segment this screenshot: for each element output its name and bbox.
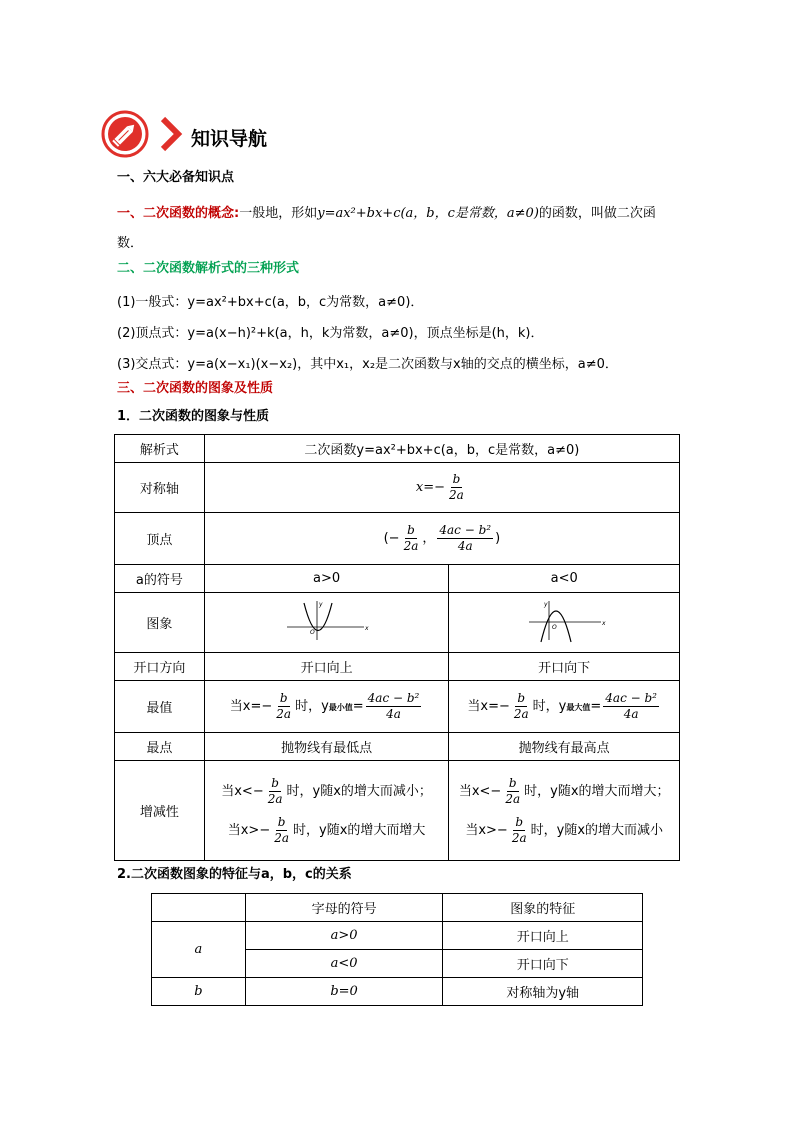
graph-up-cell <box>204 593 449 653</box>
denominator: 4a <box>623 707 639 721</box>
origin-label: O <box>552 623 557 631</box>
denominator: 2a <box>403 539 419 553</box>
row-label: 解析式 <box>115 435 205 463</box>
sign-value: a>0 <box>330 928 358 943</box>
axis-prefix: x=− <box>415 480 446 495</box>
result-text: 时，y随x的增大而减小； <box>286 783 432 799</box>
denominator: 4a <box>386 707 401 721</box>
numerator: b <box>279 691 288 705</box>
row-label: 图象 <box>115 593 205 653</box>
row-label: 顶点 <box>115 513 205 565</box>
row-label: 最点 <box>115 733 205 761</box>
numerator: 4ac − b² <box>605 691 657 705</box>
fraction <box>266 776 285 807</box>
max-tag: 最大值 <box>566 703 591 712</box>
section-heading: 一、六大必备知识点 <box>117 170 235 185</box>
denominator: 2a <box>276 707 292 721</box>
section3-heading: 三、二次函数的图象及性质 <box>117 381 274 396</box>
concept-text: 一般地，形如 <box>239 206 318 221</box>
row-label: 对称轴 <box>115 463 205 513</box>
cond-text: 当x<− <box>221 783 264 799</box>
denominator: 2a <box>513 707 529 721</box>
feature-cell: 开口向上 <box>443 922 643 950</box>
mono-pos-cell <box>204 761 449 861</box>
max-cell <box>449 681 680 733</box>
paren: ) <box>495 531 501 546</box>
fraction <box>274 691 293 722</box>
sign-pos: a>0 <box>204 565 449 593</box>
numerator: b <box>271 775 279 790</box>
concept-line-2: 数． <box>117 236 144 251</box>
fraction <box>402 523 421 554</box>
vertex-cell <box>204 513 679 565</box>
open-up: 开口向上 <box>204 653 449 681</box>
equals: = <box>352 699 364 714</box>
lowest-point: 抛物线有最低点 <box>204 733 449 761</box>
letter-cell <box>152 922 246 978</box>
header-feature: 图象的特征 <box>443 894 643 922</box>
paren: (− <box>383 531 400 546</box>
row-label: 最值 <box>115 681 205 733</box>
result-text: 时，y随x的增大而增大； <box>524 783 670 799</box>
fraction <box>503 776 522 807</box>
denominator: 2a <box>274 830 290 845</box>
fraction <box>447 472 466 503</box>
equals: = <box>590 699 602 714</box>
numerator: b <box>508 775 517 790</box>
numerator: 4ac − b² <box>439 523 492 537</box>
denominator: 4a <box>457 539 473 553</box>
numerator: b <box>407 523 415 537</box>
sign-value: b=0 <box>330 984 358 999</box>
row-label: a的符号 <box>115 565 205 593</box>
concept-label: 一、二次函数的概念 <box>117 206 235 221</box>
cond-text: 当x<− <box>458 783 502 799</box>
open-down: 开口向下 <box>449 653 680 681</box>
fraction <box>437 523 493 554</box>
feature-cell: 开口向下 <box>443 950 643 978</box>
letter-a: a <box>194 942 203 957</box>
concept-formula: y=ax²+bx+c(a，b，c是常数，a≠0) <box>317 206 539 221</box>
graph-down-cell <box>449 593 680 653</box>
min-cell <box>204 681 449 733</box>
cond-text: 当x>− <box>227 822 271 838</box>
sign-value: a<0 <box>330 956 358 971</box>
numerator: b <box>517 691 526 705</box>
general-form: (1)一般式：y=ax²+bx+c(a，b，c为常数，a≠0)． <box>117 295 424 310</box>
denominator: 2a <box>267 791 283 806</box>
then-text: 时，y <box>295 699 329 714</box>
numerator: b <box>515 814 524 829</box>
forms-heading: 二、二次函数解析式的三种形式 <box>117 261 300 276</box>
axis-cell <box>204 463 679 513</box>
mono-line <box>205 815 449 846</box>
formula-cell: 二次函数y=ax²+bx+c(a，b，c是常数，a≠0) <box>204 435 679 463</box>
when-text: 当x=− <box>229 699 273 714</box>
row-label: 开口方向 <box>115 653 205 681</box>
separator: ， <box>422 531 436 546</box>
concept-text-2: 的函数，叫做二次函 <box>538 206 656 221</box>
abc-relation-table <box>151 893 643 1006</box>
min-tag: 最小值 <box>328 703 353 712</box>
intercept-form: (3)交点式：y=a(x−x₁)(x−x₂)，其中x₁，x₂是二次函数与x轴的交点的横坐标，a≠0． <box>117 357 618 372</box>
fraction <box>603 691 659 722</box>
subheading-2: 2.二次函数图象的特征与a，b，c的关系 <box>117 867 352 882</box>
fraction <box>510 815 529 846</box>
concept-colon: : <box>234 206 240 221</box>
fraction <box>272 815 291 846</box>
y-axis-label: y <box>318 600 323 608</box>
result-text: 时，y随x的增大而增大 <box>293 822 426 838</box>
mono-line <box>205 776 449 807</box>
highest-point: 抛物线有最高点 <box>449 733 680 761</box>
fraction <box>512 691 531 722</box>
page-title: 知识导航 <box>191 128 268 150</box>
empty-header <box>152 894 246 922</box>
concept-line <box>117 204 656 224</box>
origin-label: O <box>309 628 315 636</box>
numerator: b <box>452 472 461 486</box>
parabola-up-graph <box>282 598 372 644</box>
sign-cell <box>245 978 443 1006</box>
result-text: 时，y随x的增大而减小 <box>530 822 664 838</box>
mono-line <box>449 776 679 807</box>
pencil-badge-icon <box>101 110 149 158</box>
fraction <box>366 691 422 722</box>
sign-neg: a<0 <box>449 565 680 593</box>
denominator: 2a <box>505 791 521 806</box>
sign-cell <box>245 922 443 950</box>
parabola-down-graph <box>519 598 609 644</box>
then-text: 时，y <box>532 699 567 714</box>
subheading-1: 1．二次函数的图象与性质 <box>117 409 270 424</box>
when-text: 当x=− <box>467 699 510 714</box>
properties-table <box>114 434 680 861</box>
chevron-right-icon <box>158 116 184 156</box>
denominator: 2a <box>511 830 527 845</box>
x-axis-label: x <box>364 624 369 632</box>
mono-line <box>449 815 679 846</box>
sign-cell <box>245 950 443 978</box>
numerator: b <box>277 814 286 829</box>
feature-cell: 对称轴为y轴 <box>443 978 643 1006</box>
numerator: 4ac − b² <box>367 691 420 705</box>
y-axis-label: y <box>544 600 548 608</box>
header-sign: 字母的符号 <box>245 894 443 922</box>
denominator: 2a <box>449 488 464 502</box>
vertex-form: (2)顶点式：y=a(x−h)²+k(a，h，k为常数，a≠0)，顶点坐标是(h，k)． <box>117 326 544 341</box>
cond-text: 当x>− <box>465 822 508 838</box>
x-axis-label: x <box>602 619 606 627</box>
letter-cell <box>152 978 246 1006</box>
mono-neg-cell <box>449 761 680 861</box>
row-label: 增减性 <box>115 761 205 861</box>
letter-b: b <box>194 984 203 999</box>
